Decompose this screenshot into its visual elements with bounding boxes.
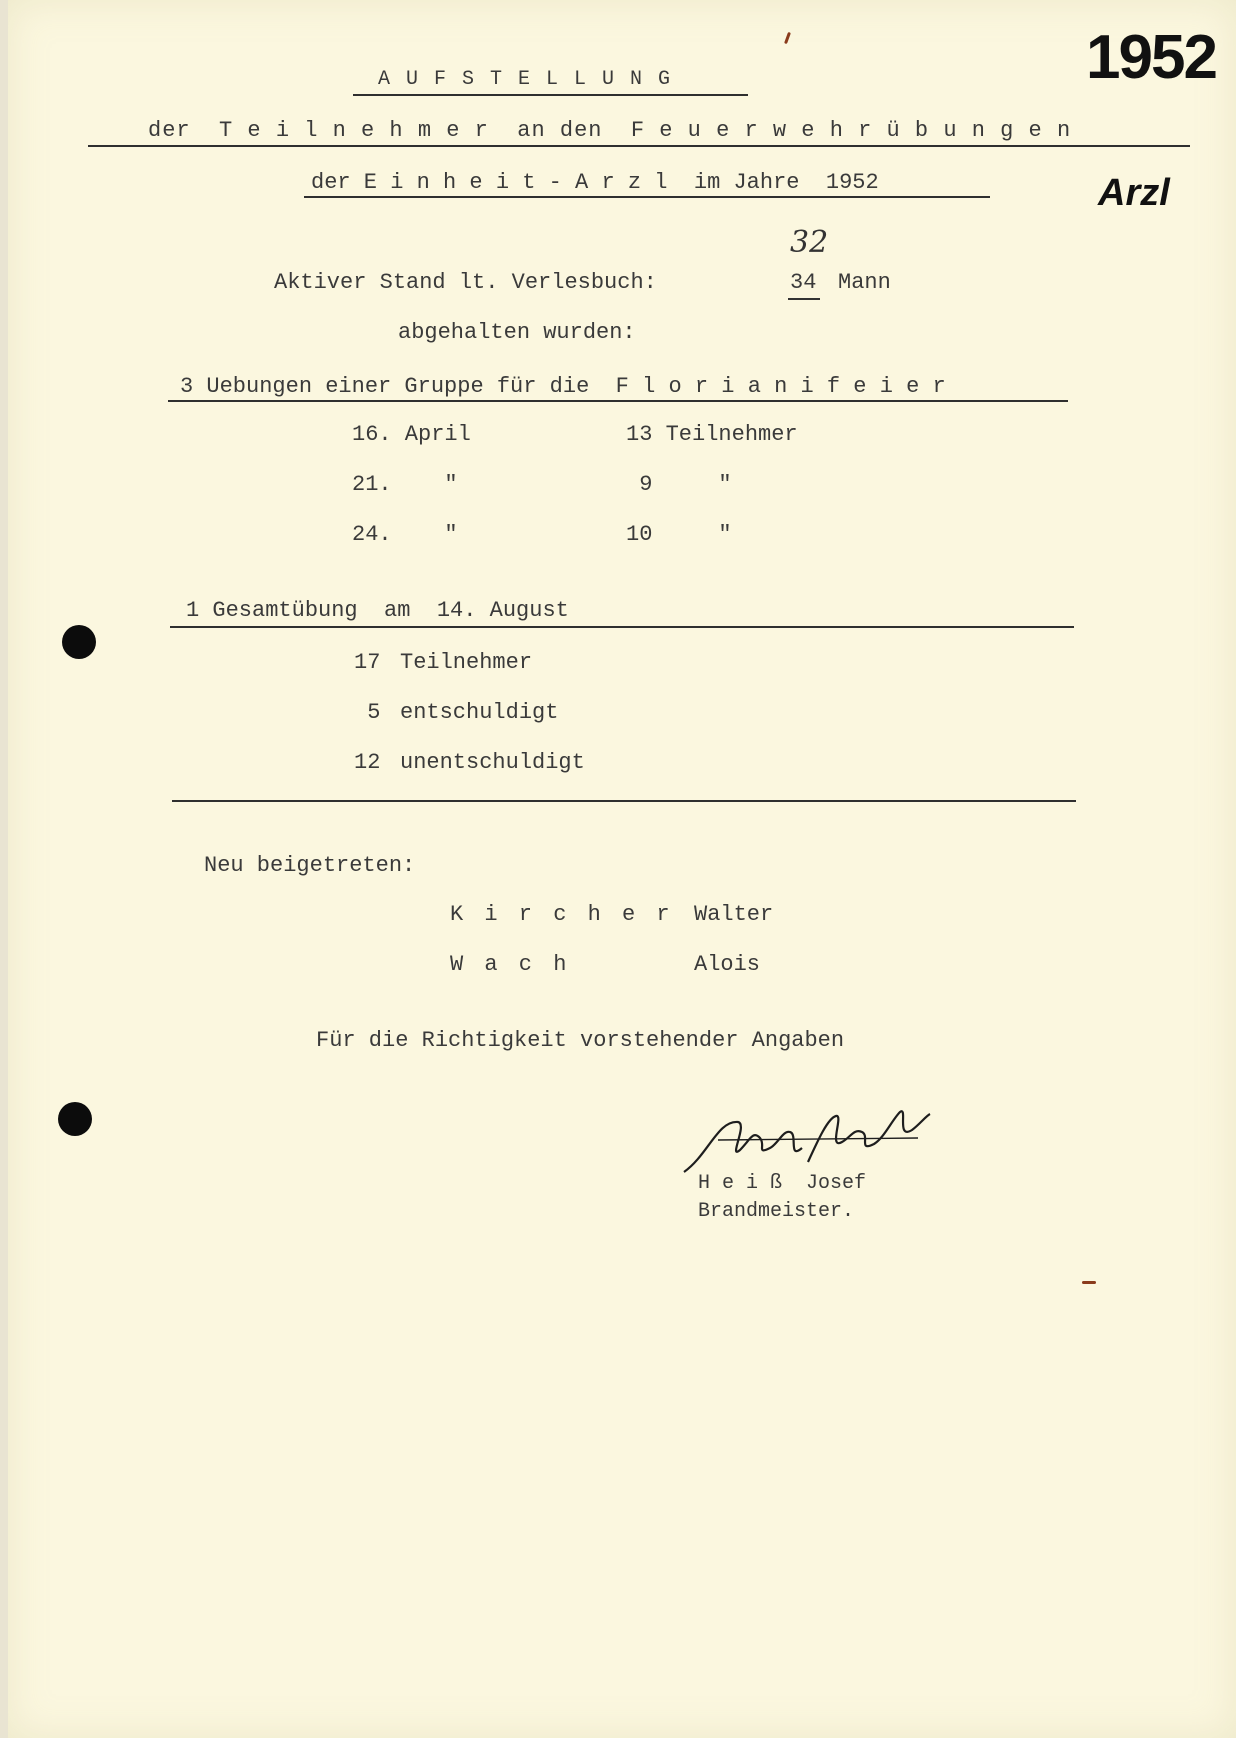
- florian-count: 13 Teilnehmer: [626, 422, 798, 447]
- heading-line-unit-year: der E i n h e i t - A r z l im Jahre 1952: [311, 170, 879, 195]
- florian-date: 21. ": [352, 472, 458, 497]
- edge-mark: [784, 32, 791, 44]
- gesamt-num: 17: [354, 650, 381, 675]
- florian-date: 16. April: [352, 422, 471, 447]
- gesamt-underline: [170, 626, 1074, 628]
- punch-hole-icon: [58, 1102, 92, 1136]
- heading-line3-underline: [304, 196, 990, 198]
- florian-date: 24. ": [352, 522, 458, 547]
- punch-hole-icon: [62, 625, 96, 659]
- place-stamp: Arzl: [1098, 172, 1170, 214]
- gesamt-text: entschuldigt: [400, 700, 559, 725]
- gesamt-title: 1 Gesamtübung am 14. August: [186, 598, 569, 623]
- section-divider: [172, 800, 1076, 802]
- gesamt-text: unentschuldigt: [400, 750, 585, 775]
- document-page: [8, 0, 1236, 1738]
- heading-line-participants: der T e i l n e h m e r an den F e u e r w e h r ü b u n g e n: [148, 118, 1072, 143]
- stand-correction: 32: [790, 225, 829, 260]
- florian-count: 9 ": [626, 472, 732, 497]
- gesamt-num: 5: [354, 700, 381, 725]
- new-members-label: Neu beigetreten:: [204, 853, 416, 878]
- handwritten-signature: [678, 1100, 938, 1180]
- florian-title: 3 Uebungen einer Gruppe für die F l o r i a n i f e i e r: [180, 374, 946, 399]
- held-label: abgehalten wurden:: [398, 320, 636, 345]
- stand-value: 34: [790, 270, 817, 295]
- stand-label: Aktiver Stand lt. Verlesbuch:: [274, 270, 657, 295]
- edge-mark: [1082, 1281, 1096, 1284]
- member-first-name: Alois: [694, 952, 761, 977]
- signer-name: H e i ß Josef: [698, 1172, 867, 1195]
- confirmation-text: Für die Richtigkeit vorstehender Angaben: [316, 1028, 845, 1053]
- signature-scribble: [678, 1100, 938, 1180]
- signer-role: Brandmeister.: [698, 1200, 855, 1223]
- florian-underline: [168, 400, 1068, 402]
- heading-line2-underline: [88, 145, 1190, 147]
- gesamt-text: Teilnehmer: [400, 650, 533, 675]
- heading-title-underline: [353, 94, 748, 96]
- gesamt-num: 12: [354, 750, 381, 775]
- member-first-name: Walter: [694, 902, 774, 927]
- stand-unit: Mann: [838, 270, 891, 295]
- florian-count: 10 ": [626, 522, 732, 547]
- member-last-name: K i r c h e r: [450, 902, 674, 927]
- heading-title: A U F S T E L L U N G: [378, 68, 673, 91]
- stand-value-strike: [788, 298, 820, 300]
- member-last-name: W a c h: [450, 952, 571, 977]
- year-stamp: 1952: [1086, 23, 1216, 92]
